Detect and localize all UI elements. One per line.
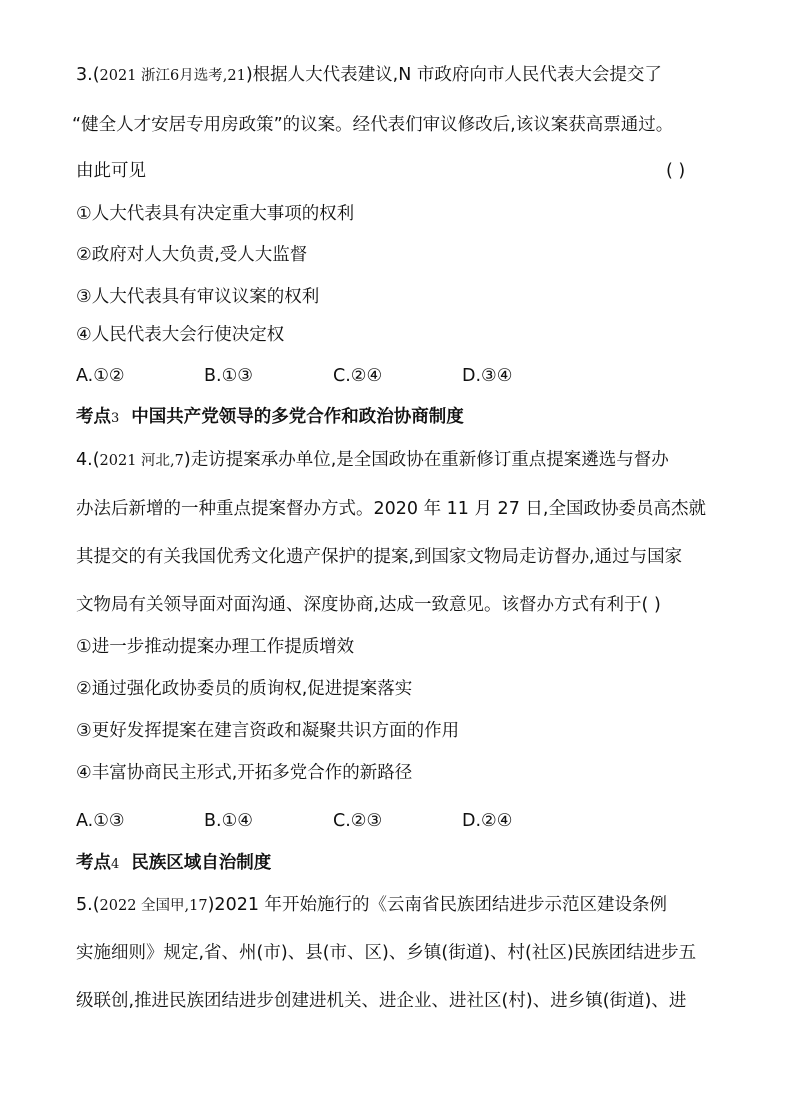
q4-line-3: 其提交的有关我国优秀文化遗产保护的提案,到国家文物局走访督办,通过与国家 bbox=[76, 547, 683, 567]
q4-option-d: D.②④ bbox=[462, 811, 513, 831]
q3-source: 2021 浙江6月选考,21 bbox=[99, 68, 246, 84]
q3-line-2: “健全人才安居专用房政策”的议案。经代表们审议修改后,该议案获高票通过。 bbox=[72, 115, 674, 135]
q3-answer-bracket: ( ) bbox=[666, 161, 686, 181]
q4-statement-2: ②通过强化政协委员的质询权,促进提案落实 bbox=[76, 679, 413, 699]
q4-source: 2021 河北,7 bbox=[99, 453, 184, 469]
q4-line-2: 办法后新增的一种重点提案督办方式。2020 年 11 月 27 日,全国政协委员高杰就 bbox=[76, 499, 706, 519]
q3-statement-1: ①人大代表具有决定重大事项的权利 bbox=[76, 204, 355, 224]
section-heading-3: 考点3 中国共产党领导的多党合作和政治协商制度 bbox=[76, 407, 464, 427]
q3-line-3: 由此可见 bbox=[76, 161, 146, 181]
q3-statement-2: ②政府对人大负责,受人大监督 bbox=[76, 245, 308, 265]
q3-option-c: C.②④ bbox=[333, 366, 383, 386]
q5-source: 2022 全国甲,17 bbox=[99, 898, 208, 914]
q5-line-2: 实施细则》规定,省、州(市)、县(市、区)、乡镇(街道)、村(社区)民族团结进步五 bbox=[76, 943, 697, 963]
q5-line-3: 级联创,推进民族团结进步创建进机关、进企业、进社区(村)、进乡镇(街道)、进 bbox=[76, 991, 687, 1011]
q3-option-a: A.①② bbox=[76, 366, 125, 386]
q3-statement-4: ④人民代表大会行使决定权 bbox=[76, 325, 285, 345]
q4-option-a: A.①③ bbox=[76, 811, 125, 831]
q3-option-d: D.③④ bbox=[462, 366, 513, 386]
q4-option-c: C.②③ bbox=[333, 811, 383, 831]
q4-statement-4: ④丰富协商民主形式,开拓多党合作的新路径 bbox=[76, 763, 413, 783]
q4-statement-1: ①进一步推动提案办理工作提质增效 bbox=[76, 637, 355, 657]
q4-option-b: B.①④ bbox=[204, 811, 253, 831]
q4-statement-3: ③更好发挥提案在建言资政和凝聚共识方面的作用 bbox=[76, 721, 460, 741]
q5-line-1: 5.(2022 全国甲,17)2021 年开始施行的《云南省民族团结进步示范区建设条例 bbox=[76, 895, 668, 915]
q3-statement-3: ③人大代表具有审议议案的权利 bbox=[76, 287, 320, 307]
q3-line-1: 3.(2021 浙江6月选考,21)根据人大代表建议,N 市政府向市人民代表大会提交了 bbox=[76, 65, 662, 85]
q3-option-b: B.①③ bbox=[204, 366, 253, 386]
q4-line-4: 文物局有关领导面对面沟通、深度协商,达成一致意见。该督办方式有利于( ) bbox=[76, 595, 661, 615]
q4-line-1: 4.(2021 河北,7)走访提案承办单位,是全国政协在重新修订重点提案遴选与督办 bbox=[76, 450, 669, 470]
section-heading-4: 考点4 民族区域自治制度 bbox=[76, 853, 272, 873]
